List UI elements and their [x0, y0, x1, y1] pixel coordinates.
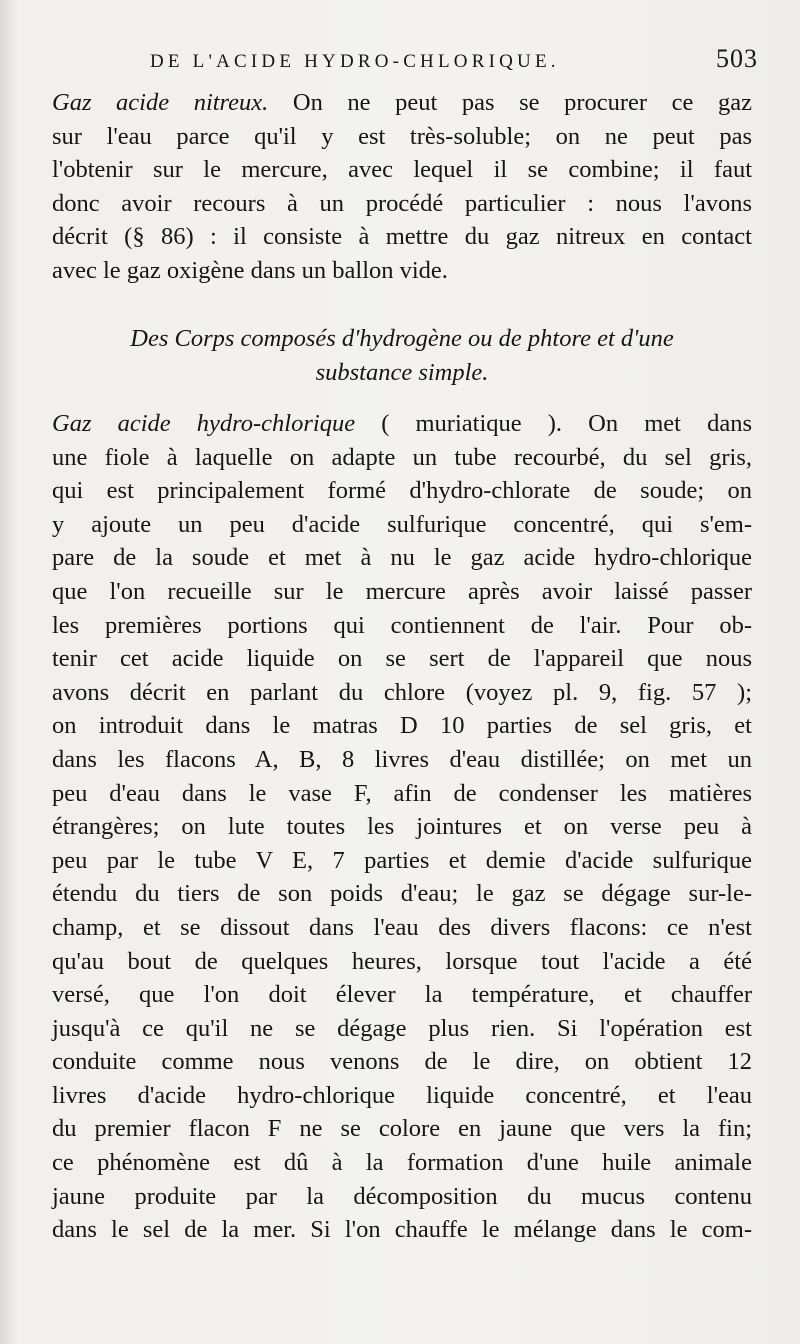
text-line: avons décrit en parlant du chlore (voyez pl. 9, fig. 57 ); — [52, 678, 752, 706]
text-line: on introduit dans le matras D 10 parties de sel gris, et — [52, 712, 752, 740]
paragraph-hydrochloric-gas — [52, 407, 752, 1247]
text-line: dans les flacons A, B, 8 livres d'eau distillée; on met un — [52, 745, 752, 773]
text-line: jusqu'à ce qu'il ne se dégage plus rien. Si l'opération est — [52, 1014, 752, 1042]
page-number: 503 — [716, 44, 758, 73]
text-line: qui est principalement formé d'hydro-chlorate de soude; on — [52, 477, 752, 505]
text-line: que l'on recueille sur le mercure après avoir laissé passer — [52, 577, 752, 605]
text-line: peu par le tube V E, 7 parties et demie d'acide sulfurique — [52, 846, 752, 874]
text-line: sur l'eau parce qu'il y est très-soluble; on ne peut pas — [52, 122, 752, 150]
paragraph-lead: Gaz acide nitreux. — [52, 89, 269, 116]
text-line: champ, et se dissout dans l'eau des divers flacons: ce n'est — [52, 913, 752, 941]
section-heading-line: substance simple. — [315, 358, 489, 386]
running-head: DE L'ACIDE HYDRO-CHLORIQUE. — [150, 51, 560, 72]
text-line: une fiole à laquelle on adapte un tube recourbé, du sel gris, — [52, 443, 752, 471]
text-line: versé, que l'on doit élever la température, et chauffer — [52, 981, 752, 1009]
text-line: donc avoir recours à un procédé particulier : nous l'avons — [52, 189, 752, 217]
section-heading-line: Des Corps composés d'hydrogène ou de phtore et d'une — [130, 325, 674, 352]
text-line: dans le sel de la mer. Si l'on chauffe le mélange dans le com- — [52, 1216, 752, 1244]
text-line: y ajoute un peu d'acide sulfurique concentré, qui s'em- — [52, 510, 752, 538]
text-line: jaune produite par la décomposition du mucus contenu — [52, 1182, 752, 1210]
text-line: étendu du tiers de son poids d'eau; le gaz se dégage sur-le- — [52, 880, 752, 908]
paragraph-nitrous-gas — [52, 86, 752, 288]
text-line: peu d'eau dans le vase F, afin de condenser les matières — [52, 779, 752, 807]
text-line: Gaz acide hydro-chlorique ( muriatique ). On met dans — [52, 410, 752, 437]
text-line: l'obtenir sur le mercure, avec lequel il se combine; il faut — [52, 156, 752, 184]
text-line: pare de la soude et met à nu le gaz acide hydro-chlorique — [52, 544, 752, 572]
text-line: étrangères; on lute toutes les jointures et on verse peu à — [52, 813, 752, 841]
text-line: Gaz acide nitreux. On ne peut pas se procurer ce gaz — [52, 89, 752, 116]
text-line: qu'au bout de quelques heures, lorsque tout l'acide a été — [52, 947, 752, 975]
section-heading — [52, 322, 752, 389]
text-line: ce phénomène est dû à la formation d'une huile animale — [52, 1149, 752, 1177]
text-line: décrit (§ 86) : il consiste à mettre du gaz nitreux en contact — [52, 223, 752, 251]
text-line: livres d'acide hydro-chlorique liquide concentré, et l'eau — [52, 1081, 752, 1109]
text-line: les premières portions qui contiennent de l'air. Pour ob- — [52, 611, 752, 639]
paragraph-lead: Gaz acide hydro-chlorique — [52, 410, 356, 437]
page-header — [150, 44, 758, 84]
text-line: avec le gaz oxigène dans un ballon vide. — [52, 256, 448, 284]
text-line: conduite comme nous venons de le dire, on obtient 12 — [52, 1048, 752, 1076]
text-line: du premier flacon F ne se colore en jaune que vers la fin; — [52, 1115, 752, 1143]
text-line: tenir cet acide liquide on se sert de l'appareil que nous — [52, 645, 752, 673]
